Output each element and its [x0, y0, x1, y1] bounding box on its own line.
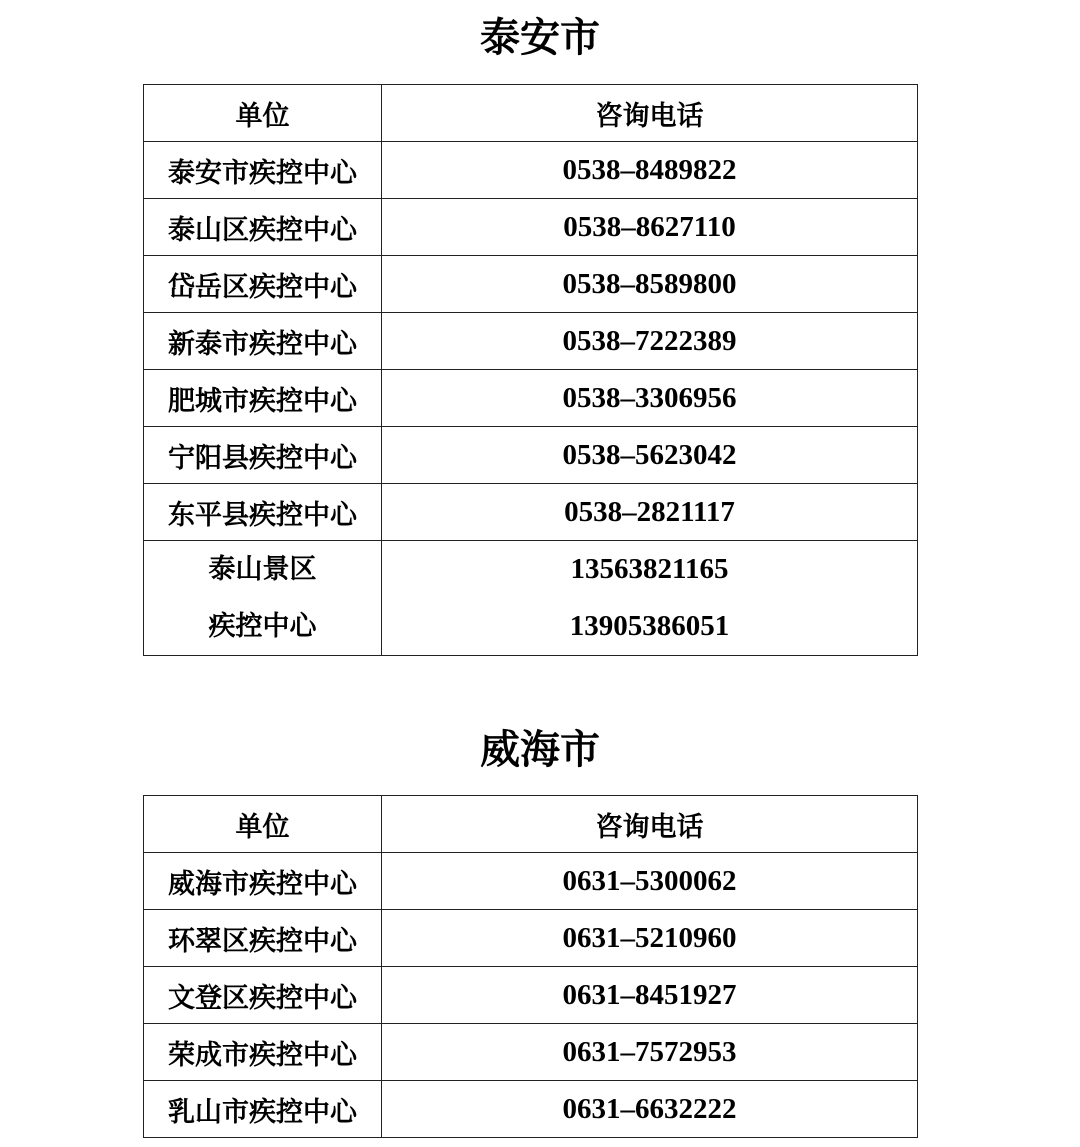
unit-column-header: 单位 — [144, 85, 382, 142]
table-row — [144, 853, 918, 910]
unit-cell: 威海市疾控中心 — [144, 853, 382, 910]
phone-cell: 0538–8589800 — [382, 256, 918, 313]
table-row — [144, 427, 918, 484]
phone-line: 13905386051 — [569, 610, 730, 642]
unit-cell: 东平县疾控中心 — [144, 484, 382, 541]
table-row — [144, 1024, 918, 1081]
table-row — [144, 370, 918, 427]
table-row — [144, 1081, 918, 1138]
table-row — [144, 484, 918, 541]
table-row — [144, 199, 918, 256]
phone-cell: 0631–8451927 — [382, 967, 918, 1024]
phone-cell: 0538–8627110 — [382, 199, 918, 256]
unit-column-header: 单位 — [144, 796, 382, 853]
phone-cell — [382, 541, 918, 656]
phone-cell: 0538–3306956 — [382, 370, 918, 427]
table-row — [144, 910, 918, 967]
phone-cell: 0538–5623042 — [382, 427, 918, 484]
phone-cell: 0538–8489822 — [382, 142, 918, 199]
unit-cell: 泰安市疾控中心 — [144, 142, 382, 199]
unit-cell: 荣成市疾控中心 — [144, 1024, 382, 1081]
table-header-row — [144, 796, 918, 853]
phone-cell: 0538–7222389 — [382, 313, 918, 370]
unit-line: 疾控中心 — [208, 611, 317, 642]
unit-cell: 泰山区疾控中心 — [144, 199, 382, 256]
phone-column-header: 咨询电话 — [382, 85, 918, 142]
table-row — [144, 541, 918, 656]
unit-line: 泰山景区 — [208, 554, 317, 585]
taian-contact-table — [143, 84, 918, 656]
table-row — [144, 256, 918, 313]
phone-cell: 0631–5210960 — [382, 910, 918, 967]
table-header-row — [144, 85, 918, 142]
unit-cell: 肥城市疾控中心 — [144, 370, 382, 427]
taian-section-title: 泰安市 — [480, 14, 600, 61]
phone-column-header: 咨询电话 — [382, 796, 918, 853]
unit-cell — [144, 541, 382, 656]
phone-cell: 0538–2821117 — [382, 484, 918, 541]
weihai-section-title: 威海市 — [480, 726, 600, 773]
phone-cell: 0631–7572953 — [382, 1024, 918, 1081]
unit-cell: 新泰市疾控中心 — [144, 313, 382, 370]
table-row — [144, 142, 918, 199]
phone-line: 13563821165 — [570, 553, 729, 585]
table-row — [144, 313, 918, 370]
unit-cell: 文登区疾控中心 — [144, 967, 382, 1024]
unit-cell: 岱岳区疾控中心 — [144, 256, 382, 313]
table-row — [144, 967, 918, 1024]
unit-cell: 宁阳县疾控中心 — [144, 427, 382, 484]
unit-cell: 乳山市疾控中心 — [144, 1081, 382, 1138]
phone-cell: 0631–6632222 — [382, 1081, 918, 1138]
weihai-contact-table — [143, 795, 918, 1138]
phone-cell: 0631–5300062 — [382, 853, 918, 910]
unit-cell: 环翠区疾控中心 — [144, 910, 382, 967]
